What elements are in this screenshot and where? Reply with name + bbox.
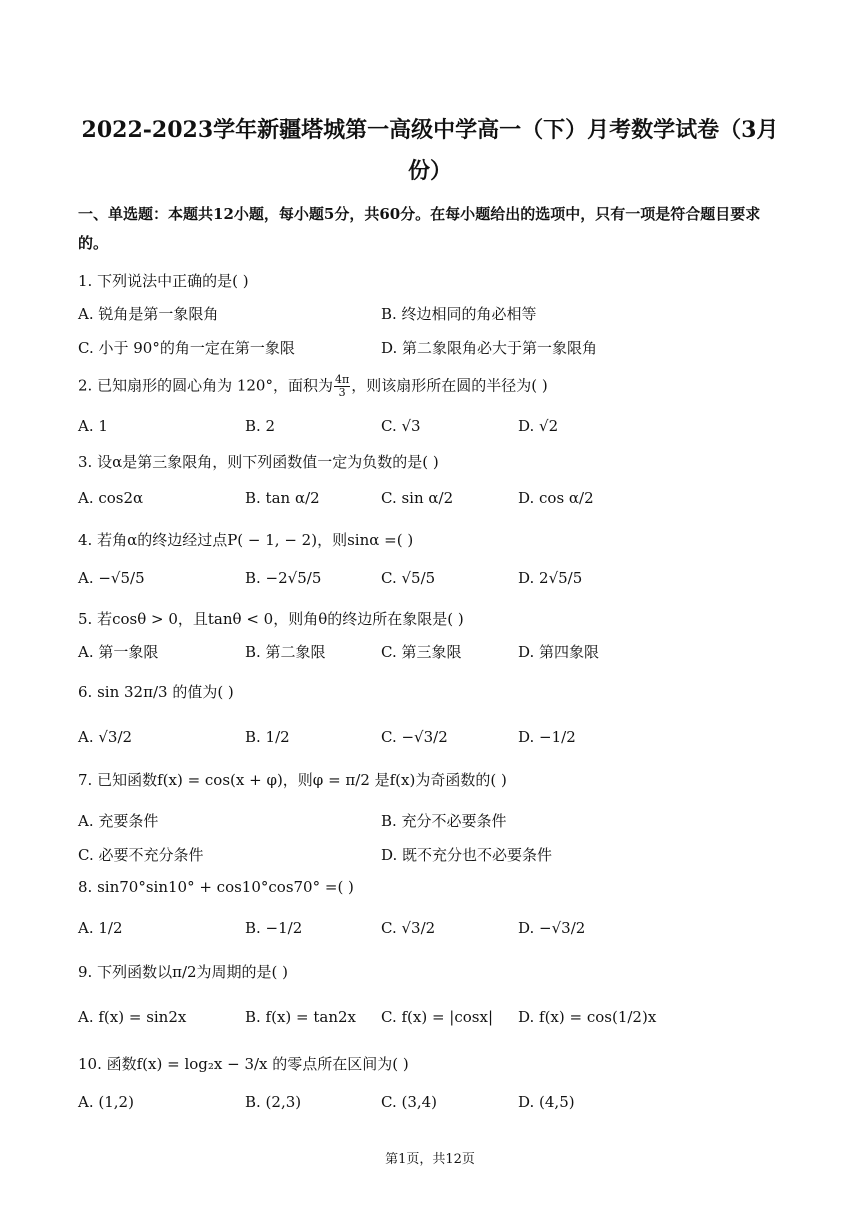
q3-option-d: D. cos α/2 [518, 489, 594, 507]
question-4: 4. 若角α的终边经过点P( − 1, − 2)，则sinα =( ) [78, 531, 414, 549]
q8-option-a: A. 1/2 [78, 919, 123, 937]
q1-option-c: C. 小于 90°的角一定在第一象限 [78, 339, 295, 357]
q10-option-a: A. (1,2) [78, 1093, 134, 1111]
q7-option-a: A. 充要条件 [78, 812, 159, 830]
q8-option-b: B. −1/2 [245, 919, 303, 937]
exam-title [78, 110, 782, 192]
q5-option-c: C. 第三象限 [381, 643, 462, 661]
q10-option-d: D. (4,5) [518, 1093, 575, 1111]
q2-option-d: D. √2 [518, 417, 559, 435]
q6-option-d: D. −1/2 [518, 728, 576, 746]
q2-stem-b: ，则该扇形所在圆的半径为( ) [351, 376, 548, 395]
q4-option-b: B. −2√5/5 [245, 569, 322, 587]
question-2 [78, 374, 548, 399]
question-1: 1. 下列说法中正确的是( ) [78, 272, 249, 290]
q3-option-c: C. sin α/2 [381, 489, 454, 507]
q4-option-c: C. √5/5 [381, 569, 436, 587]
q9-option-d: D. f(x) = cos(1/2)x [518, 1008, 657, 1026]
q6-option-a: A. √3/2 [78, 728, 133, 746]
q2-option-b: B. 2 [245, 417, 276, 435]
title-line-2: 份） [407, 158, 452, 184]
q5-option-d: D. 第四象限 [518, 643, 600, 661]
q1-option-a: A. 锐角是第一象限角 [78, 305, 219, 323]
q2-stem-a: 2. 已知扇形的圆心角为 120°，面积为 [78, 376, 333, 395]
q5-option-b: B. 第二象限 [245, 643, 326, 661]
q10-option-c: C. (3,4) [381, 1093, 438, 1111]
q10-option-b: B. (2,3) [245, 1093, 302, 1111]
q1-option-d: D. 第二象限角必大于第一象限角 [381, 339, 598, 357]
q2-fraction [334, 374, 350, 399]
q2-num: 4π [334, 373, 350, 386]
question-9: 9. 下列函数以π/2为周期的是( ) [78, 963, 289, 981]
q6-option-b: B. 1/2 [245, 728, 290, 746]
q9-option-c: C. f(x) = |cosx| [381, 1008, 493, 1026]
section-heading: 一、单选题：本题共12小题，每小题5分，共60分。在每小题给出的选项中，只有一项是符合题目要求的。 [78, 205, 761, 252]
page-footer: 第1页，共12页 [385, 1152, 475, 1167]
q2-option-c: C. √3 [381, 417, 421, 435]
question-5: 5. 若cosθ > 0，且tanθ < 0，则角θ的终边所在象限是( ) [78, 610, 464, 628]
q3-option-a: A. cos2α [78, 489, 144, 507]
question-3: 3. 设α是第三象限角，则下列函数值一定为负数的是( ) [78, 453, 439, 471]
q2-den: 3 [338, 386, 346, 399]
q7-option-c: C. 必要不充分条件 [78, 846, 204, 864]
question-8: 8. sin70°sin10° + cos10°cos70° =( ) [78, 878, 354, 896]
q2-option-a: A. 1 [78, 417, 108, 435]
q4-option-d: D. 2√5/5 [518, 569, 583, 587]
q4-option-a: A. −√5/5 [78, 569, 145, 587]
q3-option-b: B. tan α/2 [245, 489, 320, 507]
q9-option-b: B. f(x) = tan2x [245, 1008, 357, 1026]
q7-option-b: B. 充分不必要条件 [381, 812, 507, 830]
q5-option-a: A. 第一象限 [78, 643, 159, 661]
q8-option-d: D. −√3/2 [518, 919, 586, 937]
title-line-1: 2022-2023学年新疆塔城第一高级中学高一（下）月考数学试卷（3月 [81, 117, 779, 143]
q1-option-b: B. 终边相同的角必相等 [381, 305, 537, 323]
question-10: 10. 函数f(x) = log₂x − 3/x 的零点所在区间为( ) [78, 1055, 409, 1073]
question-7: 7. 已知函数f(x) = cos(x + φ)，则φ = π/2 是f(x)为奇函数的( ) [78, 771, 507, 789]
q7-option-d: D. 既不充分也不必要条件 [381, 846, 553, 864]
q8-option-c: C. √3/2 [381, 919, 436, 937]
q6-option-c: C. −√3/2 [381, 728, 448, 746]
q9-option-a: A. f(x) = sin2x [78, 1008, 187, 1026]
question-6: 6. sin 32π/3 的值为( ) [78, 683, 234, 701]
